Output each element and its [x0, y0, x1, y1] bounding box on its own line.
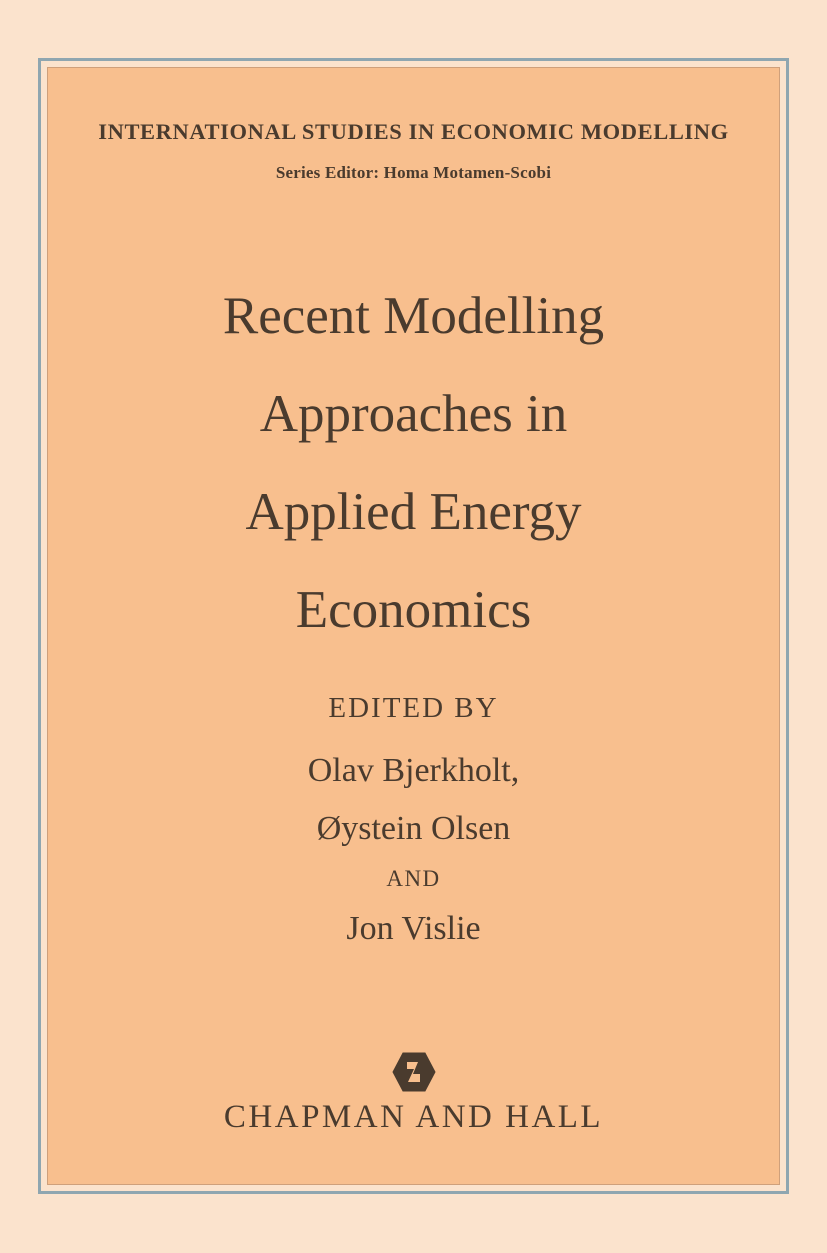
book-title-line-2: Approaches in [259, 385, 568, 443]
publisher-logo [47, 1052, 780, 1097]
series-title: INTERNATIONAL STUDIES IN ECONOMIC MODELLING [98, 119, 729, 144]
book-title-line-3: Applied Energy [245, 483, 582, 541]
editor-conjunction: AND [386, 866, 441, 891]
editor-list [47, 742, 780, 958]
edited-by-label: EDITED BY [328, 692, 499, 724]
series-editor: Series Editor: Homa Motamen-Scobi [275, 163, 552, 182]
chapman-hall-hexagon-logo-icon [392, 1079, 436, 1096]
editor-name-1: Olav Bjerkholt, [307, 752, 520, 789]
editor-name-3: Jon Vislie [346, 910, 481, 947]
book-title-line-1: Recent Modelling [222, 287, 605, 345]
book-title [47, 267, 780, 659]
publisher-name: CHAPMAN AND HALL [223, 1099, 604, 1135]
cover-content [47, 67, 780, 1185]
book-title-line-4: Economics [295, 581, 532, 639]
editor-name-2: Øystein Olsen [316, 810, 511, 847]
